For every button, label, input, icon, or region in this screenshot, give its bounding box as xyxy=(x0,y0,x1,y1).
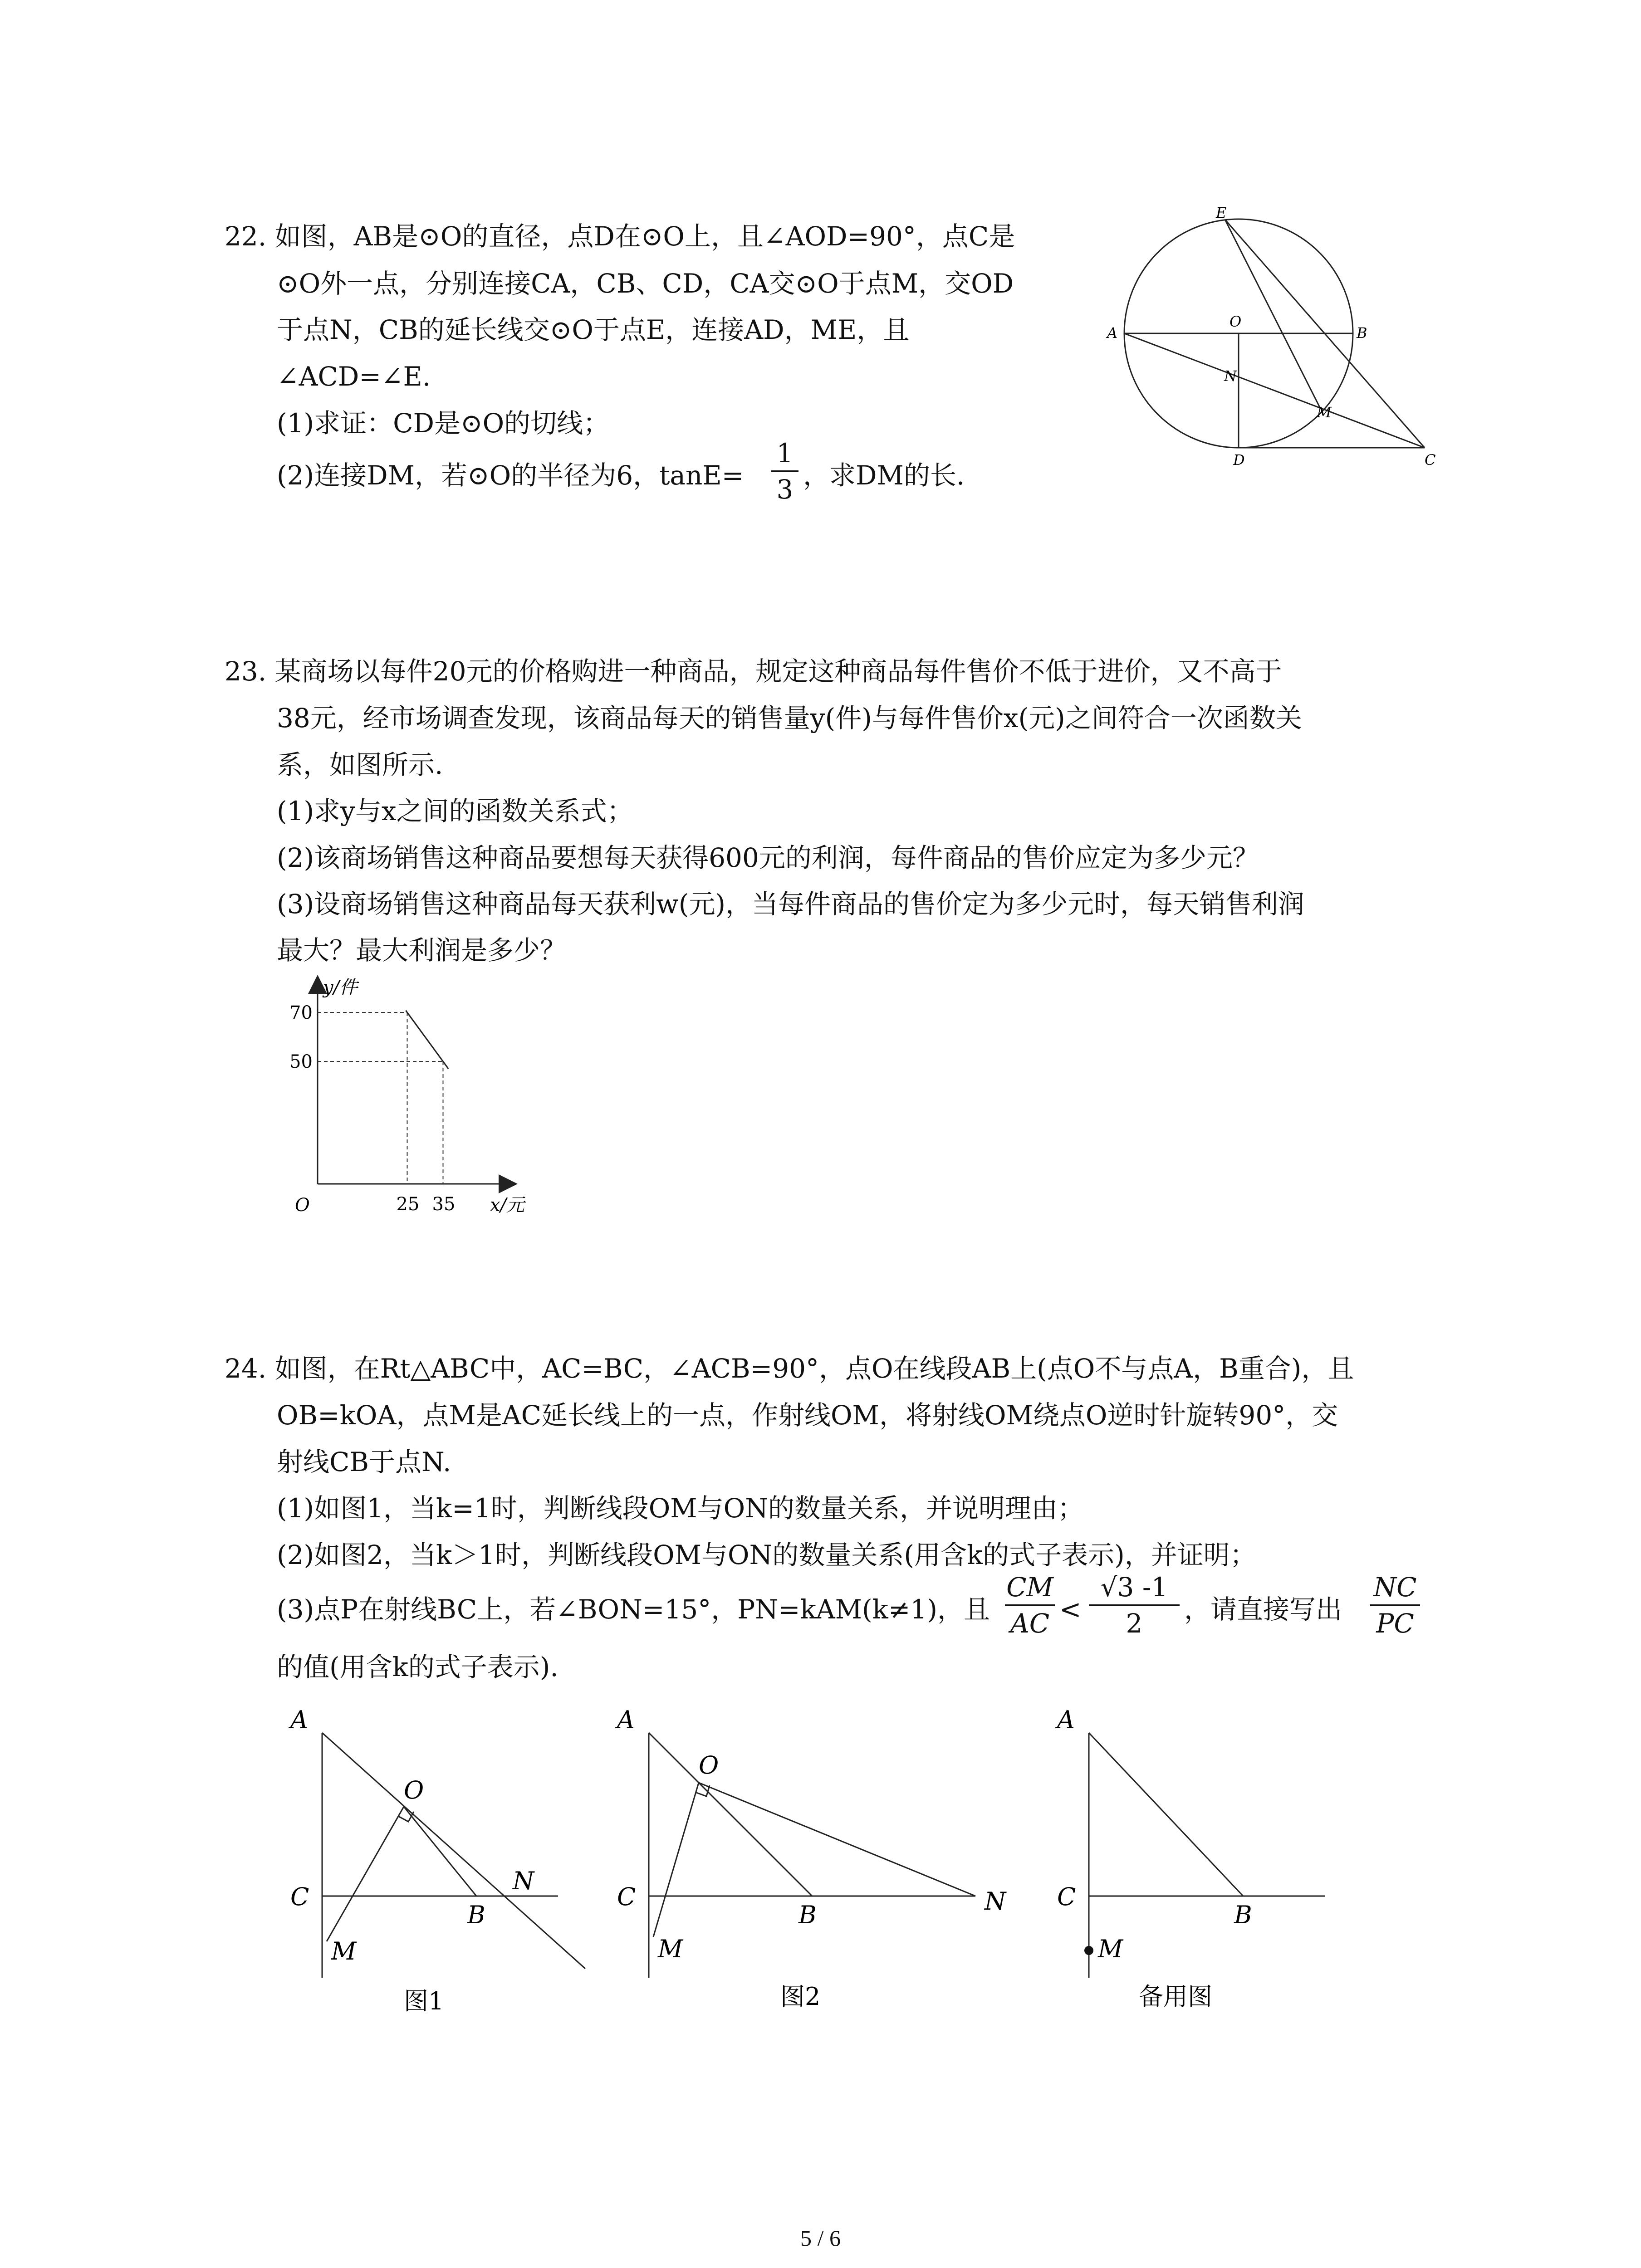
x-tick-label: 25 xyxy=(396,1194,420,1215)
label-o: O xyxy=(699,1751,719,1779)
segment-ac xyxy=(1124,333,1425,448)
q24-fraction-cm-ac xyxy=(1005,1572,1055,1639)
fraction-bar xyxy=(771,470,798,472)
y-tick-label: 70 xyxy=(289,1002,313,1023)
q22-part-2-text: (2)连接DM，若⊙O的半径为6，tanE= xyxy=(277,460,744,491)
q24-figure-2 xyxy=(608,1696,1034,2023)
q24-part-3-mid: ，请直接写出 xyxy=(1184,1594,1342,1625)
fraction-numerator: CM xyxy=(1006,1572,1053,1603)
q22-tan-denominator: 3 xyxy=(776,474,794,505)
label-c: C xyxy=(617,1882,636,1911)
label-b: B xyxy=(1357,324,1367,342)
q24-fraction-nc-pc xyxy=(1370,1572,1420,1639)
segment-ab xyxy=(322,1733,585,1969)
q24-part-3-text: (3)点P在射线BC上，若∠BON=15°，PN=kAM(k≠1)，且 xyxy=(277,1594,990,1625)
label-b: B xyxy=(798,1901,817,1929)
label-n: N xyxy=(1224,367,1237,385)
label-a: A xyxy=(290,1706,308,1734)
label-n: N xyxy=(985,1887,1006,1916)
fraction-bar xyxy=(1089,1604,1180,1606)
x-axis-label: x/元 xyxy=(490,1195,525,1216)
q24-figure-1 xyxy=(281,1696,599,2023)
q22-line-2: ⊙O外一点，分别连接CA，CB、CD，CA交⊙O于点M，交OD xyxy=(277,268,1014,299)
label-b: B xyxy=(1234,1901,1252,1929)
page-number: 5 / 6 xyxy=(800,2225,841,2251)
q23-sales-chart xyxy=(272,975,554,1229)
label-m: M xyxy=(331,1937,357,1965)
q23-line-2: 38元，经市场调查发现，该商品每天的销售量y(件)与每件售价x(元)之间符合一次函数关 xyxy=(277,703,1302,733)
segment-ab xyxy=(1089,1733,1243,1896)
fraction-bar xyxy=(1370,1604,1420,1606)
q24-fraction-sqrt xyxy=(1089,1572,1180,1639)
y-tick-label: 50 xyxy=(289,1051,313,1072)
q23-line-3: 系，如图所示. xyxy=(277,749,443,780)
series-line xyxy=(406,1011,448,1069)
q24-part-2: (2)如图2，当k＞1时，判断线段OM与ON的数量关系(用含k的式子表示)，并证明； xyxy=(277,1540,1256,1570)
label-d: D xyxy=(1233,451,1245,469)
q22-circle-figure xyxy=(1107,204,1461,469)
label-b: B xyxy=(467,1901,485,1929)
label-o: O xyxy=(404,1776,424,1804)
q23-part-1: (1)求y与x之间的函数关系式； xyxy=(277,796,633,826)
q22-line-3: 于点N，CB的延长线交⊙O于点E，连接AD，ME，且 xyxy=(277,314,910,345)
label-a: A xyxy=(1107,324,1118,342)
origin-label: O xyxy=(295,1195,310,1216)
ray-om xyxy=(327,1807,404,1941)
q23-part-3-cont: 最大？最大利润是多少？ xyxy=(277,935,567,966)
x-tick-label: 35 xyxy=(432,1194,456,1215)
ray-on xyxy=(404,1807,476,1896)
label-e: E xyxy=(1216,204,1227,221)
segment-ad xyxy=(1124,333,1239,448)
q24-last-line: 的值(用含k的式子表示). xyxy=(277,1652,558,1682)
label-a: A xyxy=(617,1706,635,1734)
q23-line-1: 23. 某商场以每件20元的价格购进一种商品，规定这种商品每件售价不低于进价，又不高于 xyxy=(225,656,1282,687)
q24-line-1: 24. 如图，在Rt△ABC中，AC=BC，∠ACB=90°，点O在线段AB上(点O不与点A，B重合)，且 xyxy=(225,1353,1354,1384)
q22-part-1: (1)求证：CD是⊙O的切线； xyxy=(277,408,610,439)
label-c: C xyxy=(1057,1882,1076,1911)
fraction-denominator: PC xyxy=(1376,1608,1414,1639)
fraction-bar xyxy=(1005,1604,1055,1606)
figure-2-caption: 图2 xyxy=(780,1982,821,2011)
q22-tan-fraction xyxy=(771,438,798,505)
q24-less-than: < xyxy=(1059,1594,1082,1625)
ray-om xyxy=(653,1783,699,1937)
backup-figure-caption: 备用图 xyxy=(1139,1982,1212,2011)
fraction-numerator: √3 -1 xyxy=(1100,1572,1168,1603)
fraction-numerator: NC xyxy=(1373,1572,1417,1603)
y-axis-label: y/件 xyxy=(323,977,358,998)
segment-ab xyxy=(649,1733,812,1896)
q24-part-1: (1)如图1，当k=1时，判断线段OM与ON的数量关系，并说明理由； xyxy=(277,1493,1084,1524)
fraction-denominator: 2 xyxy=(1126,1608,1143,1639)
label-m: M xyxy=(658,1935,683,1963)
q24-line-3: 射线CB于点N. xyxy=(277,1447,451,1477)
q22-line-1: 22. 如图，AB是⊙O的直径，点D在⊙O上，且∠AOD=90°，点C是 xyxy=(225,221,1015,252)
label-m: M xyxy=(1098,1935,1123,1963)
label-c: C xyxy=(1425,451,1436,469)
figure-1-caption: 图1 xyxy=(404,1987,444,2015)
label-n: N xyxy=(513,1867,534,1895)
ray-on xyxy=(699,1783,975,1896)
label-a: A xyxy=(1057,1706,1075,1734)
q22-line-4: ∠ACD=∠E. xyxy=(277,361,431,392)
q24-backup-figure xyxy=(1048,1696,1338,2023)
label-o: O xyxy=(1230,313,1242,330)
q22-tan-numerator: 1 xyxy=(776,438,794,469)
q24-line-2: OB=kOA，点M是AC延长线上的一点，作射线OM，将射线OM绕点O逆时针旋转90°，交 xyxy=(277,1400,1338,1431)
q23-part-3: (3)设商场销售这种商品每天获利w(元)，当每件商品的售价定为多少元时，每天销售利润 xyxy=(277,889,1305,919)
label-m: M xyxy=(1317,404,1332,421)
point-m xyxy=(1084,1946,1093,1955)
q22-part-2-end: ，求DM的长. xyxy=(803,460,965,491)
q23-part-2: (2)该商场销售这种商品要想每天获得600元的利润，每件商品的售价应定为多少元？ xyxy=(277,842,1259,873)
fraction-denominator: AC xyxy=(1010,1608,1050,1639)
label-c: C xyxy=(290,1882,309,1911)
